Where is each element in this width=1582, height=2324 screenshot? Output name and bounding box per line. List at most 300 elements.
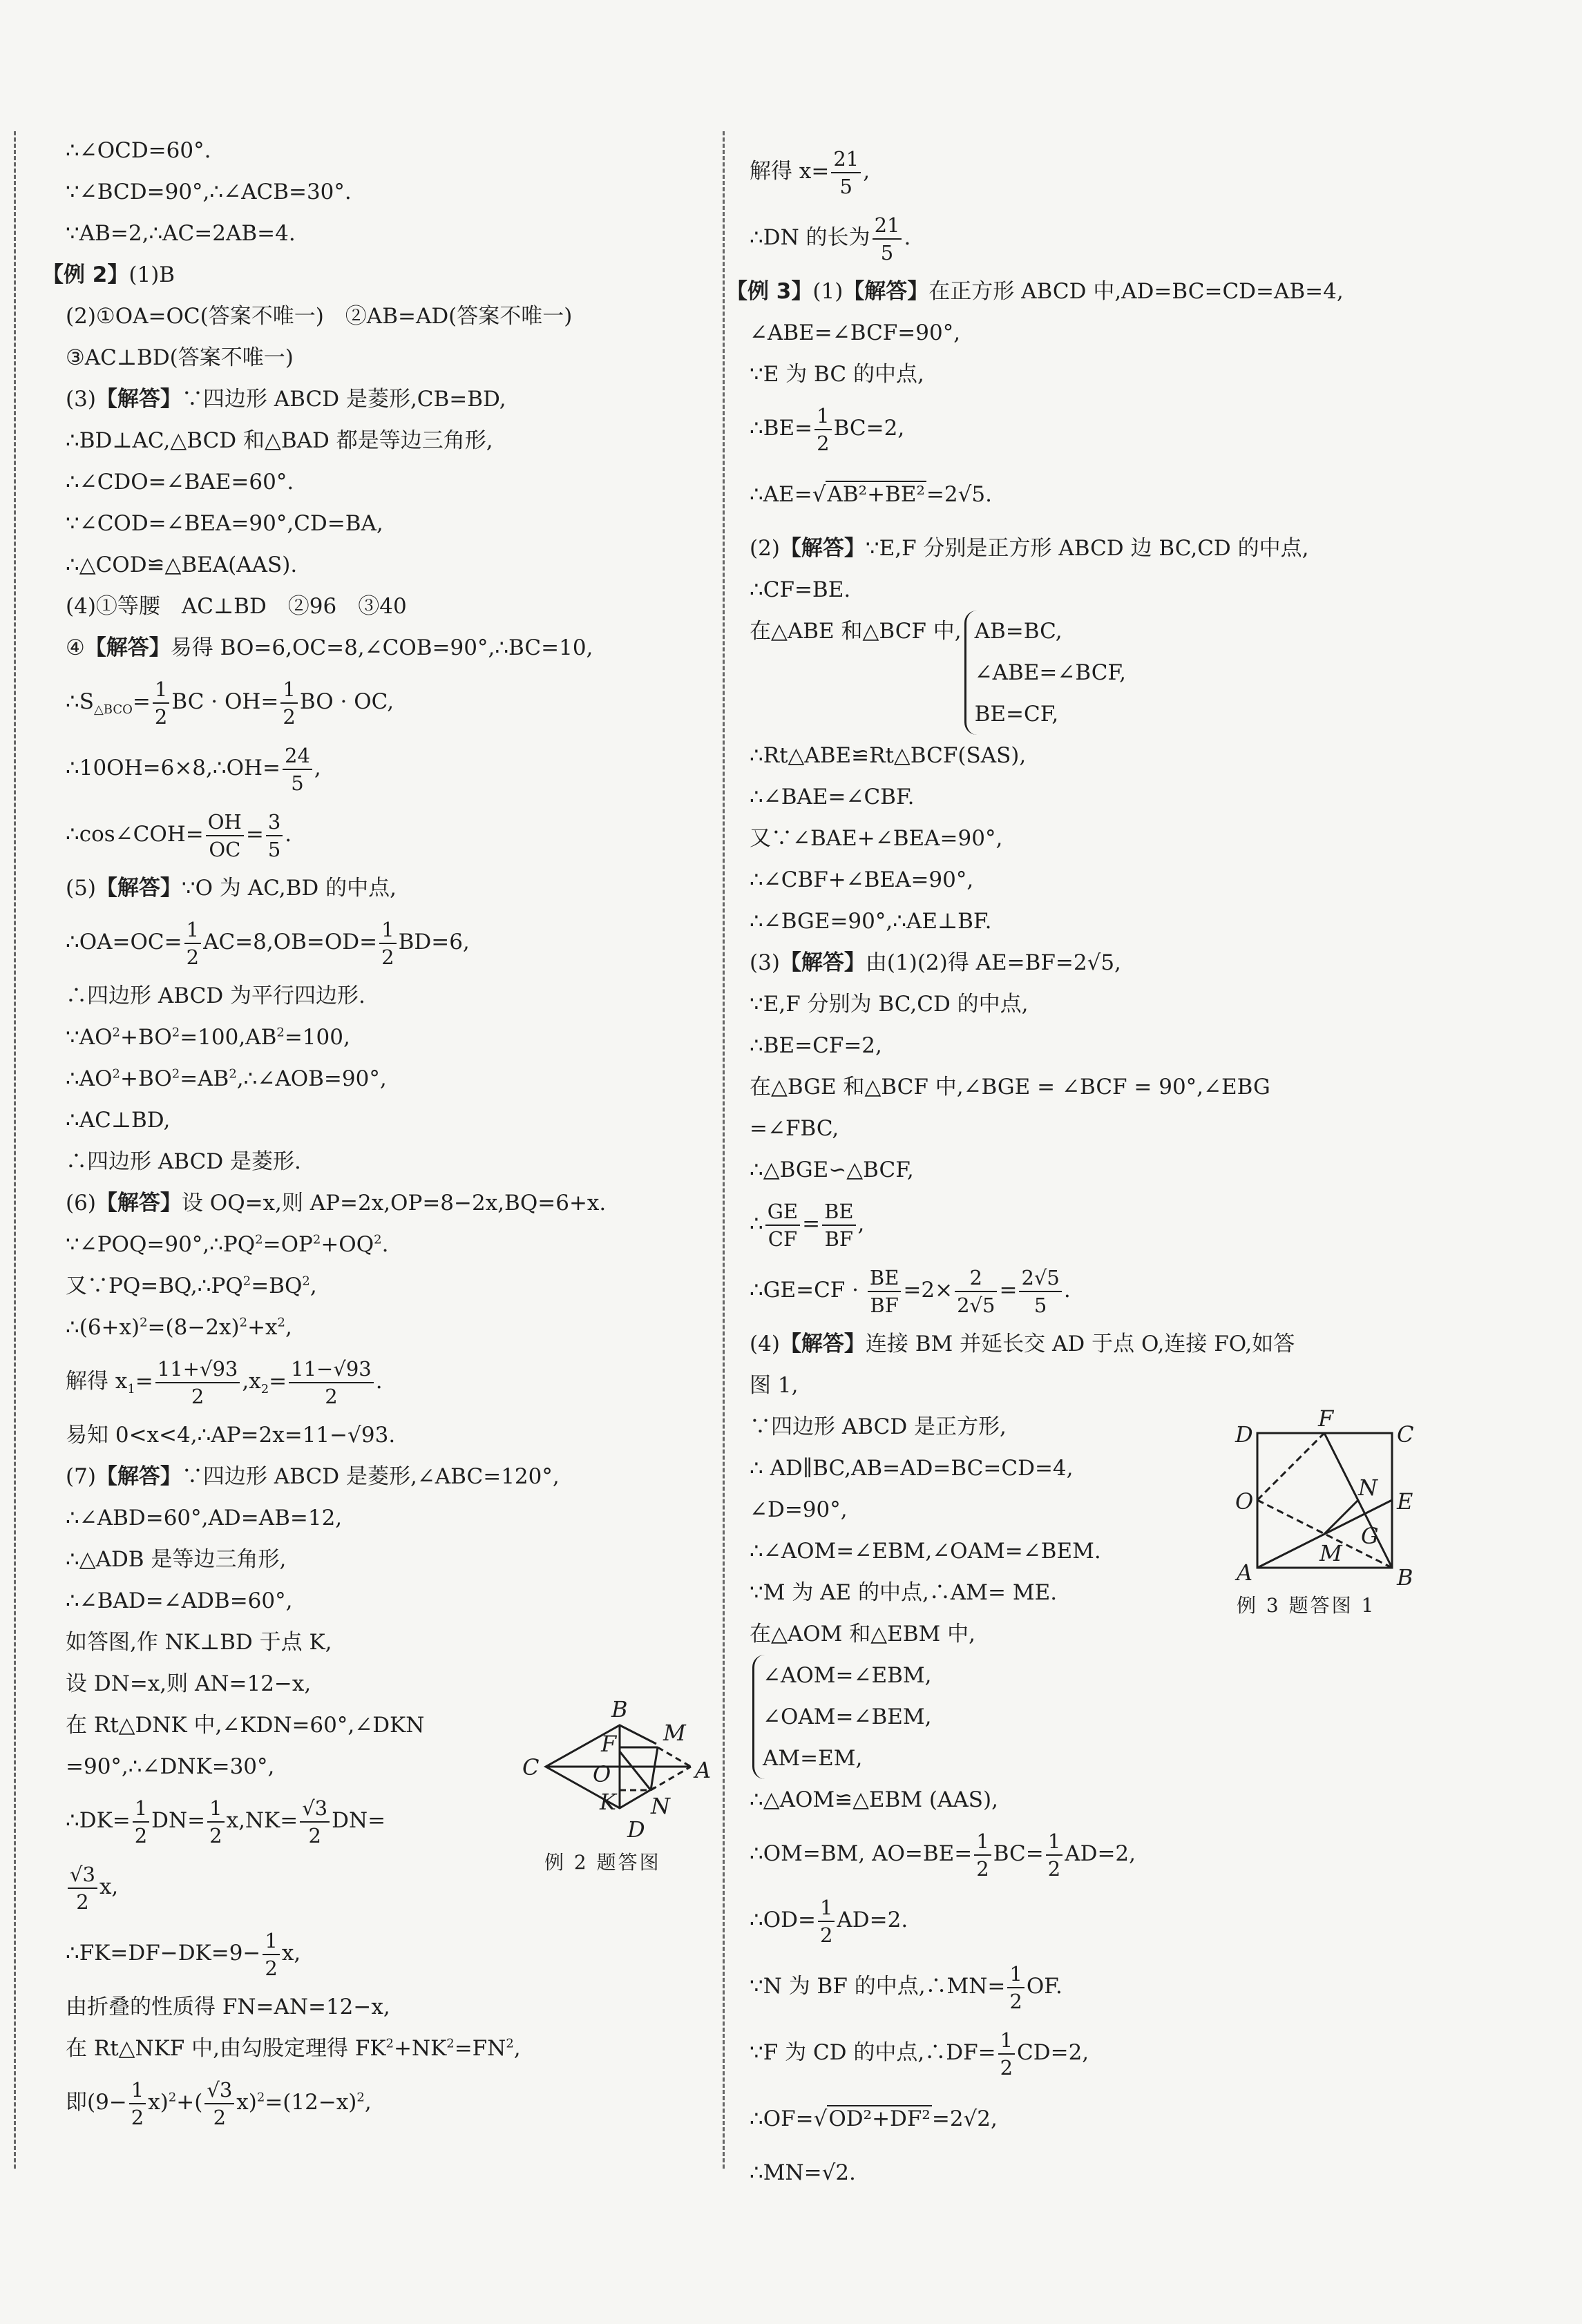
solution-line: [66, 627, 708, 669]
solution-line: [66, 130, 708, 171]
text-run: ,: [285, 1315, 292, 1340]
text-run: =BQ: [251, 1274, 303, 1298]
text-run: =: [135, 1369, 153, 1394]
numerator: √3: [68, 1861, 97, 1889]
denominator: 2: [1009, 1989, 1022, 2013]
denominator: 2: [819, 1923, 833, 1947]
bold-heading: 【解答】: [779, 1332, 866, 1356]
numerator: 1: [1046, 1828, 1062, 1856]
solution-line: [750, 461, 1440, 528]
text-run: ∴AE=: [750, 482, 812, 507]
text-run: 易知 0<x<4,∴AP=2x=11−√93.: [66, 1423, 396, 1448]
subscript: △BCO: [93, 702, 133, 718]
denominator: 2: [817, 431, 830, 455]
superscript: 2: [356, 2090, 365, 2105]
solution-line: [66, 801, 708, 867]
dashed-OF: [1257, 1433, 1324, 1500]
text-run: AD=2.: [837, 1908, 908, 1932]
fraction: [1019, 1265, 1061, 1318]
superscript: 2: [112, 1066, 120, 1082]
dashed-NA: [651, 1767, 691, 1790]
superscript: 2: [385, 2036, 394, 2051]
bold-heading: 【解答】: [84, 635, 171, 660]
solution-line: [750, 983, 1440, 1025]
text-run: ∴OF=: [750, 2106, 814, 2131]
fraction: [155, 1356, 240, 1410]
text-run: ∵E 为 BC 的中点,: [750, 362, 924, 387]
solution-line: [66, 975, 708, 1017]
solution-line: [750, 2086, 1440, 2152]
numerator: GE: [765, 1198, 800, 1226]
denominator: 2: [325, 1384, 338, 1408]
solution-line: [66, 503, 708, 544]
text-run: DN=: [151, 1808, 206, 1833]
text-run: ∴AC⊥BD,: [66, 1108, 171, 1133]
bold-heading: 【解答】: [95, 387, 182, 412]
system-row: AM=EM,: [763, 1746, 863, 1771]
solution-line: [66, 1141, 708, 1182]
text-run: +NK: [393, 2036, 447, 2061]
solution-line: [66, 2028, 708, 2069]
text-run: ∴四边形 ABCD 为平行四边形.: [66, 983, 365, 1008]
example-3-figure: [1223, 1395, 1423, 1588]
denominator: CF: [768, 1227, 798, 1251]
text-run: ∵四边形 ABCD 是菱形,∠ABC=120°,: [181, 1464, 560, 1489]
text-run: ,: [857, 1211, 865, 1236]
solution-line: [750, 735, 1440, 776]
text-run: (5): [66, 876, 96, 901]
text-run: 在△AOM 和△EBM 中,: [750, 1622, 975, 1646]
numerator: 1: [814, 403, 831, 430]
solution-line: [750, 942, 1440, 983]
fraction: [184, 916, 201, 970]
text-run: x): [148, 2090, 169, 2115]
solution-line: [66, 1414, 708, 1456]
fraction: [955, 1265, 997, 1318]
fraction: [765, 1198, 800, 1252]
numerator: BE: [868, 1265, 901, 1292]
numerator: √3: [204, 2077, 234, 2104]
text-run: =: [269, 1369, 287, 1394]
label-B: B: [1397, 1564, 1413, 1588]
solution-line: [750, 1821, 1440, 1887]
solution-line: [66, 1182, 708, 1224]
text-run: ∴10OH=6×8,∴OH=: [66, 756, 281, 780]
text-run: ∴ AD∥BC,AB=AD=BC=CD=4,: [750, 1456, 1074, 1481]
solution-line: [66, 1307, 708, 1348]
numerator: 1: [207, 1795, 224, 1823]
text-run: =OP: [263, 1232, 313, 1257]
numerator: OH: [206, 809, 244, 836]
text-run: x,: [281, 1941, 301, 1966]
square-root: [812, 481, 926, 507]
solution-line: [66, 461, 708, 503]
numerator: 1: [280, 676, 297, 704]
solution-line: [726, 271, 1440, 312]
text-run: =90°,∴∠DNK=30°,: [66, 1754, 275, 1779]
denominator: 2: [131, 2105, 144, 2129]
text-run: 又∵∠BAE+∠BEA=90°,: [750, 826, 1003, 851]
fraction: [818, 1894, 835, 1948]
text-run: ∴OD=: [750, 1908, 816, 1932]
text-run: ∴∠BGE=90°,∴AE⊥BF.: [750, 909, 992, 934]
solution-line: [66, 1539, 708, 1580]
label-C: C: [522, 1754, 540, 1780]
label-D: D: [627, 1816, 645, 1843]
text-run: 易得 BO=6,OC=8,∠COB=90°,∴BC=10,: [170, 635, 593, 660]
text-run: BC · OH=: [171, 689, 279, 714]
solution-line: [750, 901, 1440, 942]
text-run: (7): [66, 1464, 96, 1489]
text-run: ∴OM=BM, AO=BE=: [750, 1841, 973, 1866]
text-run: .: [375, 1369, 383, 1394]
system-row: ∠OAM=∠BEM,: [763, 1704, 932, 1729]
text-run: x): [236, 2090, 257, 2115]
right-column: [726, 138, 1440, 2193]
text-run: 设 DN=x,则 AN=12−x,: [66, 1671, 312, 1696]
solution-line: [750, 395, 1440, 461]
label-D: D: [1235, 1421, 1253, 1448]
text-run: ∴MN=√2.: [750, 2160, 856, 2185]
text-run: ∠D=90°,: [750, 1497, 848, 1522]
text-run: 由折叠的性质得 FN=AN=12−x,: [66, 1995, 390, 2019]
text-run: 在 Rt△NKF 中,由勾股定理得 FK: [66, 2036, 386, 2061]
text-run: +BO: [120, 1025, 172, 1050]
text-run: ∴DK=: [66, 1808, 131, 1833]
text-run: =(12−x): [265, 2090, 357, 2115]
text-run: ③AC⊥BD(答案不唯一): [66, 345, 294, 370]
text-run: ∴: [750, 1211, 763, 1236]
system-row: BE=CF,: [974, 702, 1059, 727]
text-run: =: [132, 689, 151, 714]
text-run: ,∴∠AOB=90°,: [236, 1066, 387, 1091]
fraction: [280, 676, 297, 730]
numerator: 1: [129, 2077, 146, 2104]
fraction: [283, 742, 312, 796]
solution-line: [750, 569, 1440, 611]
denominator: 5: [880, 240, 894, 265]
text-run: ∴OA=OC=: [66, 930, 182, 954]
solution-line: [66, 1099, 708, 1141]
text-run: =2×: [903, 1278, 953, 1303]
numerator: 24: [283, 742, 312, 770]
label-F: F: [601, 1731, 617, 1757]
superscript: 2: [239, 1315, 248, 1330]
text-run: ∴GE=CF ·: [750, 1278, 866, 1303]
solution-line: [66, 171, 708, 213]
solution-line: [750, 138, 1440, 204]
text-run: (2): [750, 536, 780, 561]
solution-line: [750, 1025, 1440, 1066]
subscript: 1: [127, 1382, 135, 1397]
solution-line: [66, 909, 708, 975]
solution-line: [66, 296, 708, 337]
numerator: 1: [1007, 1961, 1024, 1988]
text-run: ∴∠ABD=60°,AD=AB=12,: [66, 1506, 343, 1530]
superscript: 2: [255, 1232, 263, 1247]
superscript: 2: [112, 1025, 120, 1040]
denominator: 2: [1000, 2055, 1013, 2080]
label-A: A: [1237, 1559, 1253, 1586]
radicand: OD²+DF²: [828, 2106, 931, 2131]
superscript: 2: [229, 1066, 237, 1082]
numerator: 21: [831, 146, 861, 173]
denominator: 2√5: [957, 1293, 995, 1317]
solution-line: [66, 378, 708, 420]
superscript: 2: [506, 2036, 514, 2051]
solution-line: [66, 586, 708, 627]
text-run: ∴△COD≌△BEA(AAS).: [66, 553, 298, 577]
bold-heading: 【解答】: [95, 1464, 182, 1489]
text-run: ,x: [242, 1369, 261, 1394]
text-run: ∴BE=CF=2,: [750, 1033, 882, 1058]
text-run: (1)B: [128, 262, 175, 287]
solution-line: [750, 354, 1440, 395]
bold-heading: 【解答】: [843, 279, 929, 304]
solution-line: [750, 1323, 1440, 1365]
segment-MN: [1324, 1500, 1358, 1534]
text-run: DN=: [332, 1808, 386, 1833]
solution-line: [750, 1149, 1440, 1191]
segment-MN: [651, 1747, 658, 1790]
text-run: OF.: [1026, 1974, 1062, 1999]
text-run: ∵AB=2,∴AC=2AB=4.: [66, 221, 296, 246]
text-run: (4)①等腰 AC⊥BD ②96 ③40: [66, 594, 407, 619]
label-N: N: [651, 1793, 670, 1819]
fraction: [133, 1795, 149, 1849]
radicand: AB²+BE²: [827, 482, 925, 507]
text-run: ∵E,F 分别是正方形 ABCD 边 BC,CD 的中点,: [865, 536, 1309, 561]
fraction: [379, 916, 396, 970]
superscript: 2: [446, 2036, 455, 2051]
text-run: =2√5.: [926, 482, 992, 507]
fraction: [153, 676, 169, 730]
denominator: 2: [976, 1856, 989, 1881]
solution-line: [750, 204, 1440, 271]
text-run: AD=2,: [1065, 1841, 1136, 1866]
text-run: 在△BGE 和△BCF 中,∠BGE = ∠BCF = 90°,∠EBG: [750, 1075, 1270, 1099]
text-run: 在正方形 ABCD 中,AD=BC=CD=AB=4,: [928, 279, 1344, 304]
example-3-figure-caption: 例 3 题答图 1: [1237, 1594, 1376, 1617]
label-O: O: [593, 1761, 611, 1787]
numerator: 2: [955, 1265, 997, 1292]
text-run: ∵∠BCD=90°,∴∠ACB=30°.: [66, 180, 352, 204]
text-run: 由(1)(2)得 AE=BF=2√5,: [865, 950, 1121, 975]
left-margin-dashed-line: [14, 131, 16, 2169]
text-run: ,: [863, 159, 870, 184]
dashed-MA: [658, 1747, 691, 1767]
text-run: .: [381, 1232, 389, 1257]
solution-line: [66, 1986, 708, 2028]
solution-line: [66, 1017, 708, 1058]
text-run: ∴BD⊥AC,△BCD 和△BAD 都是等边三角形,: [66, 428, 493, 453]
solution-line: [750, 528, 1440, 569]
numerator: 1: [153, 676, 169, 704]
text-run: ∵M 为 AE 的中点,∴AM= ME.: [750, 1580, 1058, 1605]
solution-line: [750, 1953, 1440, 2019]
text-run: x,NK=: [226, 1808, 298, 1833]
text-run: +OQ: [321, 1232, 374, 1257]
label-B: B: [611, 1696, 628, 1722]
fraction: [998, 2027, 1015, 2081]
text-run: 图 1,: [750, 1373, 799, 1398]
denominator: 2: [191, 1384, 204, 1408]
text-run: ∴∠BAE=∠CBF.: [750, 785, 915, 809]
text-run: (3): [750, 950, 780, 975]
text-run: 又∵PQ=BQ,∴PQ: [66, 1274, 243, 1298]
text-run: =: [802, 1211, 821, 1236]
denominator: 2: [76, 1890, 89, 1914]
text-run: ∴∠CDO=∠BAE=60°.: [66, 470, 294, 494]
text-run: .: [1063, 1278, 1071, 1303]
numerator: BE: [822, 1198, 855, 1226]
text-run: =100,AB: [180, 1025, 277, 1050]
text-run: 连接 BM 并延长交 AD 于点 O,连接 FO,如答: [865, 1332, 1295, 1356]
solution-line: [66, 544, 708, 586]
text-run: BC=2,: [833, 416, 905, 441]
text-run: CD=2,: [1017, 2040, 1089, 2065]
text-run: 设 OQ=x,则 AP=2x,OP=8−2x,BQ=6+x.: [181, 1191, 607, 1216]
denominator: 2: [308, 1823, 321, 1847]
bold-heading: 【解答】: [779, 950, 866, 975]
numerator: 1: [263, 1928, 279, 1955]
label-K: K: [600, 1789, 616, 1815]
text-run: ∴CF=BE.: [750, 577, 851, 602]
example-2-figure: [504, 1685, 725, 1848]
text-run: ∴四边形 ABCD 是菱形.: [66, 1149, 301, 1174]
superscript: 2: [256, 2090, 265, 2105]
text-run: BO · OC,: [299, 689, 394, 714]
text-run: (6): [66, 1191, 96, 1216]
text-run: +(: [176, 2090, 203, 2115]
fraction: [1007, 1961, 1024, 2015]
bold-heading: 【例 3】: [726, 279, 813, 304]
text-run: .: [904, 225, 911, 250]
numerator: 1: [998, 2027, 1015, 2055]
equation-system: [752, 1655, 931, 1779]
text-run: ∵AO: [66, 1025, 113, 1050]
solution-line: [66, 1622, 708, 1663]
text-run: =FN: [454, 2036, 506, 2061]
fraction: [266, 809, 283, 863]
fraction: [822, 1198, 855, 1252]
system-row: AB=BC,: [974, 619, 1062, 644]
fraction: [831, 146, 861, 200]
fraction: [873, 212, 902, 266]
numerator: 2√5: [1019, 1265, 1061, 1292]
text-run: ∵N 为 BF 的中点,∴MN=: [750, 1974, 1006, 1999]
text-run: ∴AO: [66, 1066, 113, 1091]
text-run: ∵∠COD=∠BEA=90°,CD=BA,: [66, 511, 383, 536]
solution-line: [66, 1058, 708, 1099]
solution-line: [42, 254, 708, 296]
superscript: 2: [168, 2090, 177, 2105]
text-run: ∴DN 的长为: [750, 225, 870, 250]
solution-line: [750, 1655, 1440, 1779]
text-run: =2√2,: [931, 2106, 998, 2131]
denominator: 2: [209, 1823, 222, 1847]
subscript: 2: [260, 1382, 269, 1397]
text-run: =: [999, 1278, 1018, 1303]
solution-line: [66, 1920, 708, 1986]
label-M: M: [663, 1720, 686, 1746]
superscript: 2: [312, 1232, 321, 1247]
radical-sign-icon: √: [812, 482, 826, 507]
denominator: OC: [209, 837, 241, 861]
text-run: ∴∠BAD=∠ADB=60°,: [66, 1588, 293, 1613]
segment-FN: [620, 1751, 651, 1790]
text-run: +x: [247, 1315, 278, 1340]
superscript: 2: [302, 1274, 310, 1289]
text-run: ,: [364, 2090, 372, 2115]
solution-line: [750, 611, 1440, 735]
bold-heading: 【解答】: [95, 876, 182, 901]
fraction: [1046, 1828, 1062, 1882]
radical-sign-icon: √: [813, 2106, 828, 2131]
text-run: =(8−2x): [147, 1315, 240, 1340]
denominator: 2: [381, 945, 394, 969]
numerator: √3: [300, 1795, 330, 1823]
superscript: 2: [374, 1232, 382, 1247]
text-run: =: [245, 822, 264, 847]
denominator: 5: [839, 174, 852, 198]
denominator: 5: [291, 771, 304, 795]
denominator: 2: [1047, 1856, 1061, 1881]
denominator: 2: [186, 945, 200, 969]
superscript: 2: [276, 1025, 285, 1040]
superscript: 2: [242, 1274, 251, 1289]
bold-heading: 【解答】: [95, 1191, 182, 1216]
example-2-figure-caption: 例 2 题答图: [544, 1851, 661, 1874]
solution-line: [750, 2019, 1440, 2086]
solution-line: [66, 1456, 708, 1497]
text-run: =∠FBC,: [750, 1116, 839, 1141]
text-run: BC=: [993, 1841, 1044, 1866]
denominator: 2: [134, 1823, 148, 1847]
numerator: 1: [379, 916, 396, 944]
solution-line: [750, 818, 1440, 859]
text-run: ∴∠AOM=∠EBM,∠OAM=∠BEM.: [750, 1539, 1101, 1564]
text-run: ∵∠POQ=90°,∴PQ: [66, 1232, 256, 1257]
superscript: 2: [277, 1315, 285, 1330]
text-run: ,: [309, 1274, 317, 1298]
solution-line: [66, 867, 708, 909]
solution-line: [750, 776, 1440, 818]
label-G: G: [1361, 1523, 1379, 1549]
fraction: [206, 809, 244, 863]
text-run: 如答图,作 NK⊥BD 于点 K,: [66, 1630, 332, 1655]
text-run: 解得 x: [66, 1369, 128, 1394]
denominator: BF: [870, 1293, 899, 1317]
text-run: ∴BE=: [750, 416, 813, 441]
text-run: +BO: [120, 1066, 172, 1091]
text-run: ∴S: [66, 689, 94, 714]
text-run: ∴cos∠COH=: [66, 822, 204, 847]
solution-line: [750, 859, 1440, 901]
numerator: 1: [133, 1795, 149, 1823]
solution-line: [66, 420, 708, 461]
bold-heading: 【解答】: [779, 536, 866, 561]
text-run: 在 Rt△DNK 中,∠KDN=60°,∠DKN: [66, 1713, 425, 1738]
equation-system: [964, 611, 1126, 735]
text-run: ∴△ADB 是等边三角形,: [66, 1547, 287, 1572]
text-run: ∠ABE=∠BCF=90°,: [750, 320, 961, 345]
solution-line: [66, 1224, 708, 1265]
solution-line: [66, 213, 708, 254]
text-run: x,: [99, 1874, 119, 1899]
denominator: 2: [283, 704, 296, 729]
solution-line: [66, 2069, 708, 2135]
